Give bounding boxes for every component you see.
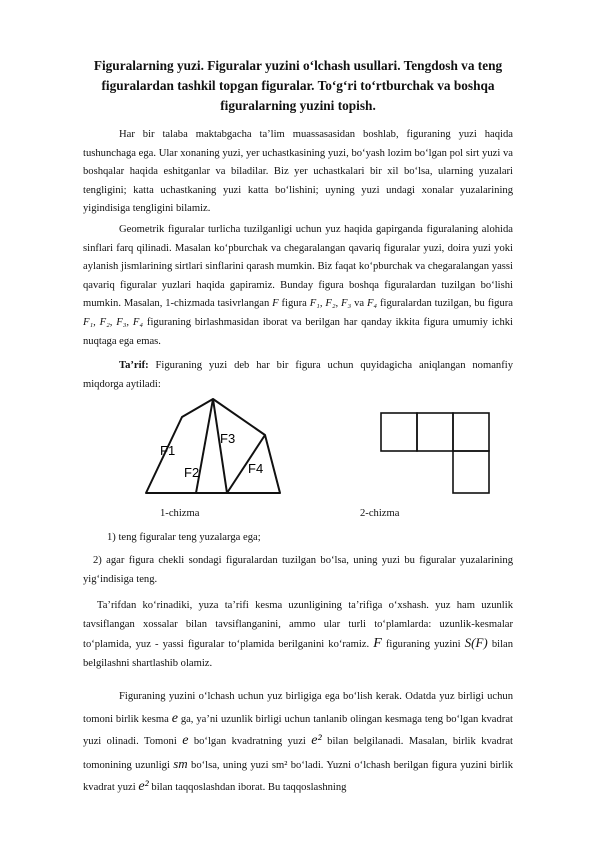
paragraph-figures-text-b: figura [281, 298, 307, 310]
definition [83, 357, 513, 394]
paragraph-unit-text-e: bo‘lsa, uning yuzi sm² bo‘ladi. Yuzni o‘lchash berilgan figura yuzini birlik kvadrat yuzi [83, 759, 513, 793]
paragraph-unit-text-c: bo‘lgan kvadratning yuzi [193, 736, 306, 747]
paragraph-figures-text-d: figuralardan tuzilgan, bu figura [379, 298, 514, 310]
paragraph-unit-text-b: ga, ya’ni uzunlik birligi uchun tanlanib olingan kesmaga teng bo‘lgan kvadrat yuzi olinadi. Tomoni [83, 713, 513, 747]
paragraph-definition-note [83, 597, 513, 673]
property-item-2: 2) agar figura chekli sondagi figuralardan tuzilgan bo‘lsa, uning yuzi bu figuralar yuzalarining yig‘indisiga teng. [83, 555, 513, 585]
paragraph-note-text-c: bilan belgilashni shartlashib olamiz. [83, 639, 514, 669]
figure-1-caption: 1-chizma [160, 508, 200, 519]
var-F-note: F [373, 636, 382, 652]
var-e-squared-2: e² [138, 779, 149, 794]
paragraph-unit-text-d: bilan belgilanadi. Masalan, birlik kvadrat tomonining uzunligi [83, 736, 513, 771]
figure-1-label-f3: F3 [220, 431, 236, 446]
figure-1-label-f2: F2 [184, 465, 200, 480]
paragraph-unit [83, 686, 513, 799]
figure-1-label-f1: F1 [160, 443, 176, 458]
paragraph-figures-text-e: figuraning birlashmasidan iborat va berilgan har qanday ikkita figura umumiy ichki nuqtaga ega emas. [83, 316, 513, 347]
page-title: Figuralarning yuzi. Figuralar yuzini o‘lchash usullari. Tengdosh va teng figuralardan tashkil topgan figuralar. To‘g‘ri to‘rtburchak va boshqa figuralarning yuzini topish. [93, 58, 503, 113]
var-F1-F2-F3: F₁, F₂, F₃ [309, 298, 352, 310]
paragraph-note-text-a: Ta’rifdan ko‘rinadiki, yuza ta’rifi kesma uzunligining ta’rifiga o‘xshash. yuz ham uzunlik tavsiflangan xossalar bilan tavsiflanganini, ammo ular turli to‘plamlarda: uzunlik-kesmalar to‘plamida, yuz - yassi figuralar to‘plamida berilganini ko‘ramiz. [83, 600, 513, 651]
figure-2-drawing [378, 410, 504, 496]
var-F1-F2-F3-F4: F₁, F₂, F₃, F₄ [83, 316, 144, 328]
paragraph-unit-text-f: bilan taqqoslashdan iborat. Bu taqqoslashning [151, 782, 347, 793]
paragraph-figures [83, 221, 513, 351]
paragraph-figures-text-c: va [354, 298, 365, 310]
figure-1-label-f4: F4 [248, 461, 264, 476]
var-e-2: e [182, 733, 189, 748]
var-F: F [272, 298, 279, 310]
property-item-1: 1) teng figuralar teng yuzalarga ega; [107, 532, 261, 543]
var-e-squared-1: e² [311, 733, 322, 748]
paragraph-unit-text-a: Figuraning yuzini o‘lchash uchun yuz birligiga ega bo‘lish kerak. Odatda yuz birligi uchun tomoni birlik kesma [83, 691, 513, 725]
var-e-1: e [171, 710, 178, 726]
var-sm: sm [173, 755, 188, 771]
paragraph-intro: Har bir talaba maktabgacha ta’lim muassasasidan boshlab, figuraning yuzi haqida tushunchaga ega. Ular xonaning yuzi, yer uchastkasining yuzi, bo‘yash lozim bo‘lgan pol sirt yuzi va boshqalar haqida eshitganlar va biladilar. Biz yer uchastkalari bir xil bo‘lsa, ularning yuzalari tengligini; katta uchastkaning yuzi katta bo‘lishini; uyning yuzi undagi xonalar yuzalarining yigindisiga tengligini bilamiz. [83, 129, 513, 215]
figure-2-caption: 2-chizma [360, 508, 400, 519]
figure-1-drawing [140, 393, 290, 495]
var-F4: F₄ [366, 298, 378, 310]
paragraph-note-text-b: figuraning yuzini [385, 639, 461, 651]
definition-label: Ta’rif: [119, 360, 149, 371]
paragraph-figures-text-a: Geometrik figuralar turlicha tuzilganligi uchun yuz haqida gapirganda figuralaning alohida sinflari farq qilinadi. Masalan ko‘pburchak va chegaralangan qavariq figuralar yuzi, doira yuzi yoki aylanish jismlarining sirtlari sinflarini qarash mumkin. Biz faqat ko‘pburchak va chegaralangan yassi qavariq figuralar yuzlari haqida gapiramiz. Bunday figura boshqa figuralardan tuzilgan bo‘lishi mumkin. Masalan, 1-chizmada tasivrlangan [83, 224, 513, 310]
definition-text: Figuraning yuzi deb har bir figura uchun quyidagicha aniqlangan nomanfiy miqdorga aytiladi: [83, 360, 513, 390]
var-S-of-F: S(F) [464, 635, 488, 651]
